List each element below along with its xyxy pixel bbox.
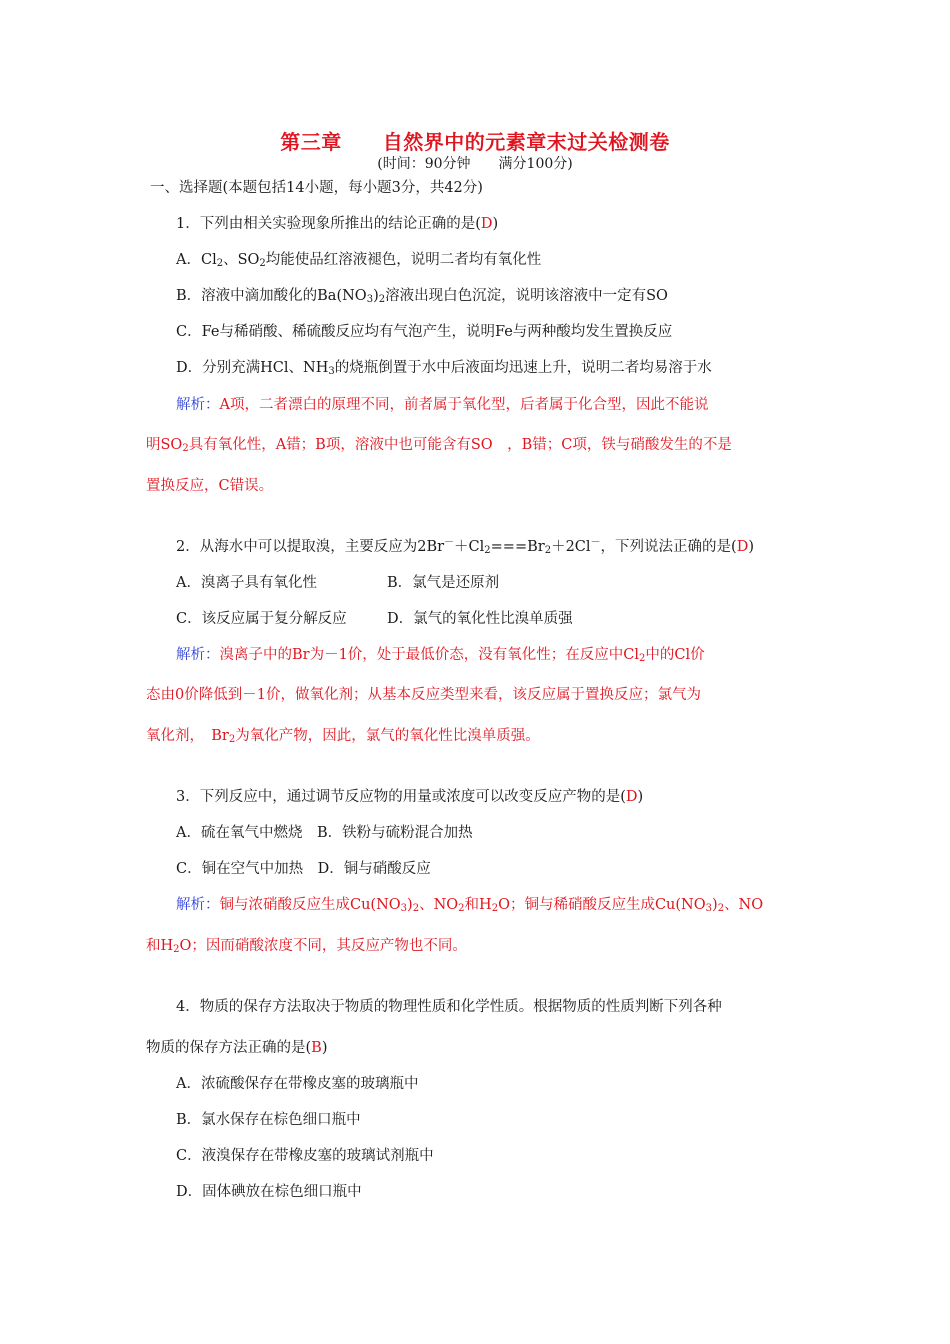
q3-stem: 3．下列反应中，通过调节反应物的用量或浓度可以改变反应产物的是(D) (176, 789, 644, 805)
q1-option-a: A．$Cl_2$、$SO_2$均能使品红溶液褪色，说明二者均有氧化性 (176, 252, 542, 269)
q2-option-a: A．溴离子具有氧化性 (176, 575, 317, 591)
exam-subtitle: (时间：90分钟 满分100分) (377, 156, 573, 172)
q2-answer: D (736, 539, 749, 555)
analysis-label: 解析： (176, 397, 220, 413)
q4-stem-line-1: 4．物质的保存方法取决于物质的物理性质和化学性质。根据物质的性质判断下列各种 (176, 999, 722, 1015)
q3-options-ab: A．硫在氧气中燃烧 B．铁粉与硫粉混合加热 (176, 825, 473, 841)
q4-stem-line-2: 物质的保存方法正确的是(B) (146, 1040, 328, 1056)
q4-option-c: C．液溴保存在带橡皮塞的玻璃试剂瓶中 (176, 1148, 434, 1164)
q1-option-d: D．分别充满HCl、$NH_3$的烧瓶倒置于水中后液面均迅速上升，说明二者均易溶于水 (176, 360, 712, 377)
q2-analysis-line-1: 解析：溴离子中的Br为－1价，处于最低价态，没有氧化性；在反应中$Cl_2$中的Cl价 (176, 647, 705, 664)
section-heading: 一、选择题(本题包括14小题，每小题3分，共42分) (150, 180, 483, 196)
q2-option-c: C．该反应属于复分解反应 (176, 611, 347, 627)
q1-answer: D (480, 216, 493, 232)
q4-answer: B (311, 1040, 322, 1056)
page-title: 第三章 自然界中的元素章末过关检测卷 (280, 130, 670, 154)
q1-analysis-line-3: 置换反应，C错误。 (146, 478, 274, 494)
q2-stem: 2．从海水中可以提取溴，主要反应为$2Br^-+Cl_2===Br_2+2Cl^-$，下列说法正确的是(D) (176, 537, 755, 556)
q3-analysis-line-1: 解析：铜与浓硝酸反应生成$Cu(NO_3)_2$、$NO_2$和$H_2O$；铜与稀硝酸反应生成$Cu(NO_3)_2$、NO (176, 897, 764, 914)
q2-analysis-line-2: 态由0价降低到－1价，做氧化剂；从基本反应类型来看，该反应属于置换反应；氯气为 (146, 687, 701, 703)
q4-option-a: A．浓硫酸保存在带橡皮塞的玻璃瓶中 (176, 1076, 419, 1092)
q2-option-b: B．氯气是还原剂 (387, 575, 500, 591)
q2-option-d: D．氯气的氧化性比溴单质强 (387, 611, 573, 627)
q3-analysis-line-2: 和$H_2O$；因而硝酸浓度不同，其反应产物也不同。 (146, 938, 467, 955)
analysis-label: 解析： (176, 647, 220, 663)
q1-option-c: C．Fe与稀硝酸、稀硫酸反应均有气泡产生，说明Fe与两种酸均发生置换反应 (176, 324, 673, 340)
q4-option-d: D．固体碘放在棕色细口瓶中 (176, 1184, 362, 1200)
analysis-label: 解析： (176, 897, 220, 913)
q1-analysis-line-1: 解析：A项，二者漂白的原理不同，前者属于氧化型，后者属于化合型，因此不能说 (176, 397, 709, 413)
q3-answer: D (625, 789, 638, 805)
q1-option-b: B．溶液中滴加酸化的$Ba(NO_3)_2$溶液出现白色沉淀，说明该溶液中一定有SO (176, 288, 668, 305)
q1-stem: 1．下列由相关实验现象所推出的结论正确的是(D) (176, 216, 499, 232)
q2-analysis-line-3: 氧化剂， $Br_2$为氧化产物，因此，氯气的氧化性比溴单质强。 (146, 728, 540, 745)
q1-analysis-line-2: 明$SO_2$具有氧化性，A错；B项，溶液中也可能含有SO ，B错；C项，铁与硝酸发生的不是 (146, 437, 732, 454)
q4-option-b: B．氯水保存在棕色细口瓶中 (176, 1112, 361, 1128)
q3-options-cd: C．铜在空气中加热 D．铜与硝酸反应 (176, 861, 431, 877)
